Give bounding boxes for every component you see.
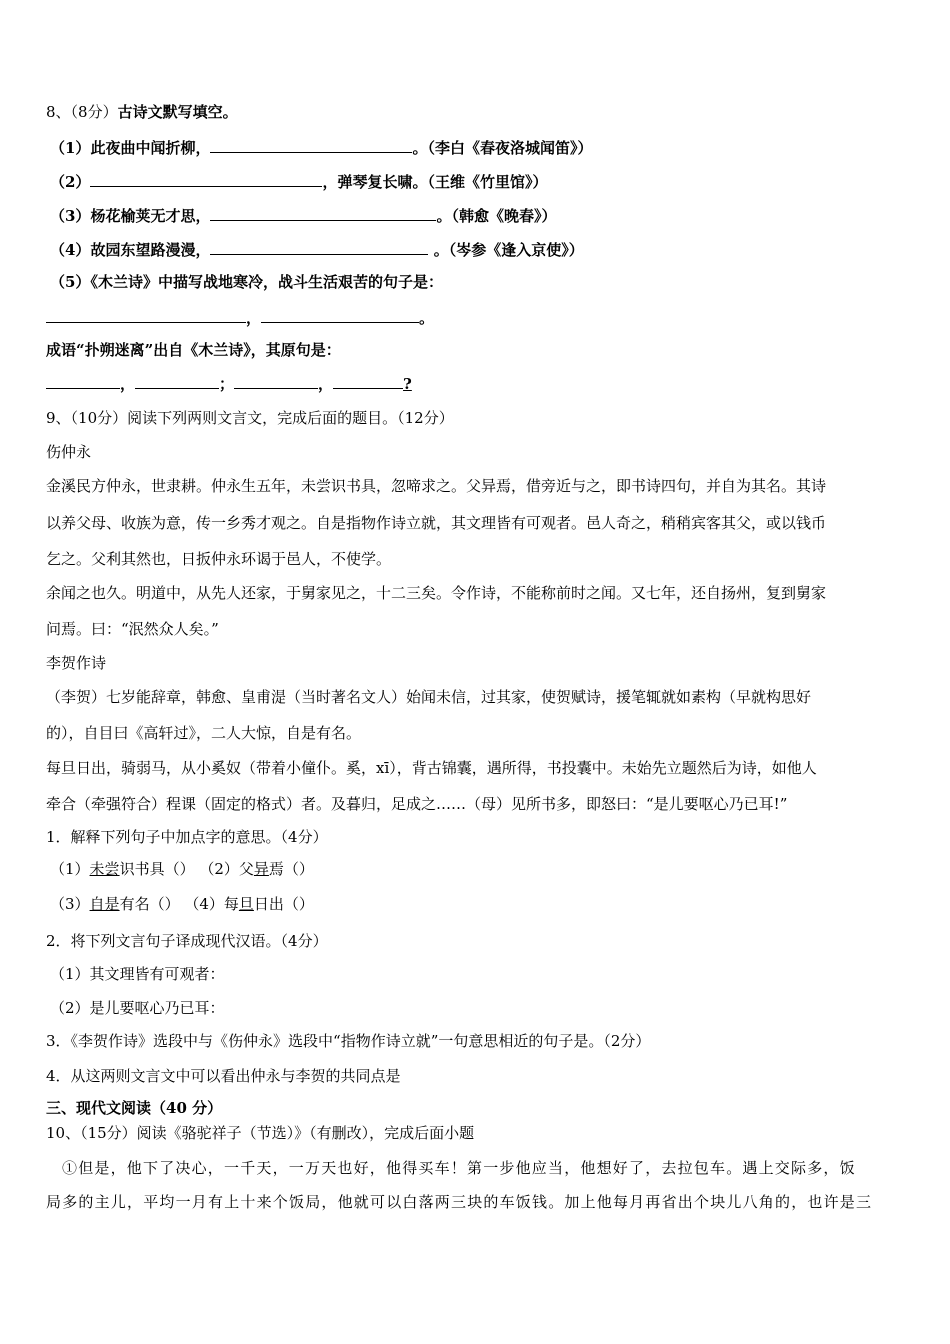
q9-p4-line-1: 每旦日出，骑弱马，从小奚奴（带着小僮仆。奚，xī），背古锦囊，遇所得，书投囊中。未始先立题然后为诗，如他人 (46, 759, 817, 777)
q9-p1-line-3: 乞之。父利其然也，日扳仲永环谒于邑人，不使学。 (46, 550, 392, 568)
q10-para-line-1: ①但是，他下了决心，一千天，一万天也好，他得买车！第一步他应当，他想好了，去拉包车。遇上交际多，饭 (62, 1159, 856, 1177)
answer-blank[interactable] (234, 372, 318, 389)
q10-header: 10、（15分）阅读《骆驼祥子（节选）》（有删改），完成后面小题 (46, 1124, 475, 1142)
q9-p3-line-1: （李贺）七岁能辞章，韩愈、皇甫湜（当时著名文人）始闻未信，过其家，使贺赋诗，援笔辄就如素构（早就构思好 (46, 688, 812, 706)
q8-idiom-prompt: 成语“扑朔迷离”出自《木兰诗》，其原句是： (46, 341, 341, 359)
q9-sub-4: 4．从这两则文言文中可以看出仲永与李贺的共同点是 (46, 1067, 401, 1085)
answer-blank[interactable] (46, 306, 246, 323)
q8-item-1: （1）此夜曲中闻折柳， 。（李白《春夜洛城闻笛》） (50, 136, 592, 158)
section-3-title: 三、现代文阅读（40 分） (46, 1099, 223, 1117)
q9-p2-line-1: 余闻之也久。明道中，从先人还家，于舅家见之，十二三矣。令作诗，不能称前时之闻。又七年，还自扬州，复到舅家 (46, 584, 827, 602)
q9-sub-1: 1．解释下列句子中加点字的意思。（4分） (46, 828, 328, 846)
answer-blank[interactable] (261, 306, 419, 323)
q9-p2-line-2: 问焉。曰：“泯然众人矣。” (46, 620, 219, 638)
q8-header: 8、（8分）古诗文默写填空。 (46, 103, 238, 121)
answer-blank[interactable] (135, 372, 219, 389)
q9-sub-2-b: （2）是儿要呕心乃已耳： (50, 999, 225, 1017)
answer-blank[interactable] (210, 238, 428, 255)
q10-para-line-2: 局多的主儿，平均一月有上十来个饭局，他就可以白落两三块的车饭钱。加上他每月再省出个块儿八角的，也许是三 (46, 1193, 873, 1211)
q8-item-3: （3）杨花榆荚无才思， 。（韩愈《晚春》） (50, 204, 556, 226)
q8-idiom-blanks: ， ； ， ? (46, 372, 412, 394)
q9-sub-3: 3．《李贺作诗》选段中与《伤仲永》选段中“指物作诗立就”一句意思相近的句子是。（2分） (46, 1032, 651, 1050)
q9-title-1: 伤仲永 (46, 443, 92, 461)
q9-sub-1-b: （3）自是有名（） （4）每旦日出（） (50, 895, 314, 913)
q9-sub-1-a: （1）未尝识书具（） （2）父异焉（） (50, 860, 314, 878)
answer-blank[interactable] (210, 204, 436, 221)
q8-item-2: （2） ，弹琴复长啸。（王维《竹里馆》） (50, 170, 547, 192)
q8-item-5-blanks: ， 。 (46, 306, 434, 328)
q9-title-2: 李贺作诗 (46, 654, 107, 672)
q9-p4-line-2: 牵合（牵强符合）程课（固定的格式）者。及暮归，足成之……（母）见所书多，即怒曰：“是儿要呕心乃已耳!” (46, 795, 788, 813)
q9-sub-2: 2．将下列文言句子译成现代汉语。（4分） (46, 932, 328, 950)
answer-blank[interactable] (210, 136, 412, 153)
answer-blank[interactable] (46, 372, 120, 389)
q9-header: 9、（10分）阅读下列两则文言文，完成后面的题目。（12分） (46, 409, 454, 427)
q9-p1-line-2: 以养父母、收族为意，传一乡秀才观之。自是指物作诗立就，其文理皆有可观者。邑人奇之，稍稍宾客其父，或以钱币 (46, 514, 827, 532)
q8-item-4: （4）故园东望路漫漫， 。（岑参《逢入京使》） (50, 238, 584, 260)
answer-blank[interactable] (90, 170, 322, 187)
q9-p1-line-1: 金溪民方仲永，世隶耕。仲永生五年，未尝识书具，忽啼求之。父异焉，借旁近与之，即书诗四句，并自为其名。其诗 (46, 477, 827, 495)
q9-sub-2-a: （1）其文理皆有可观者： (50, 965, 225, 983)
q9-p3-line-2: 的），自目曰《高轩过》，二人大惊，自是有名。 (46, 724, 362, 742)
q8-item-5: （5）《木兰诗》中描写战地寒冷，战斗生活艰苦的句子是： (50, 273, 443, 291)
answer-blank[interactable] (333, 372, 403, 389)
